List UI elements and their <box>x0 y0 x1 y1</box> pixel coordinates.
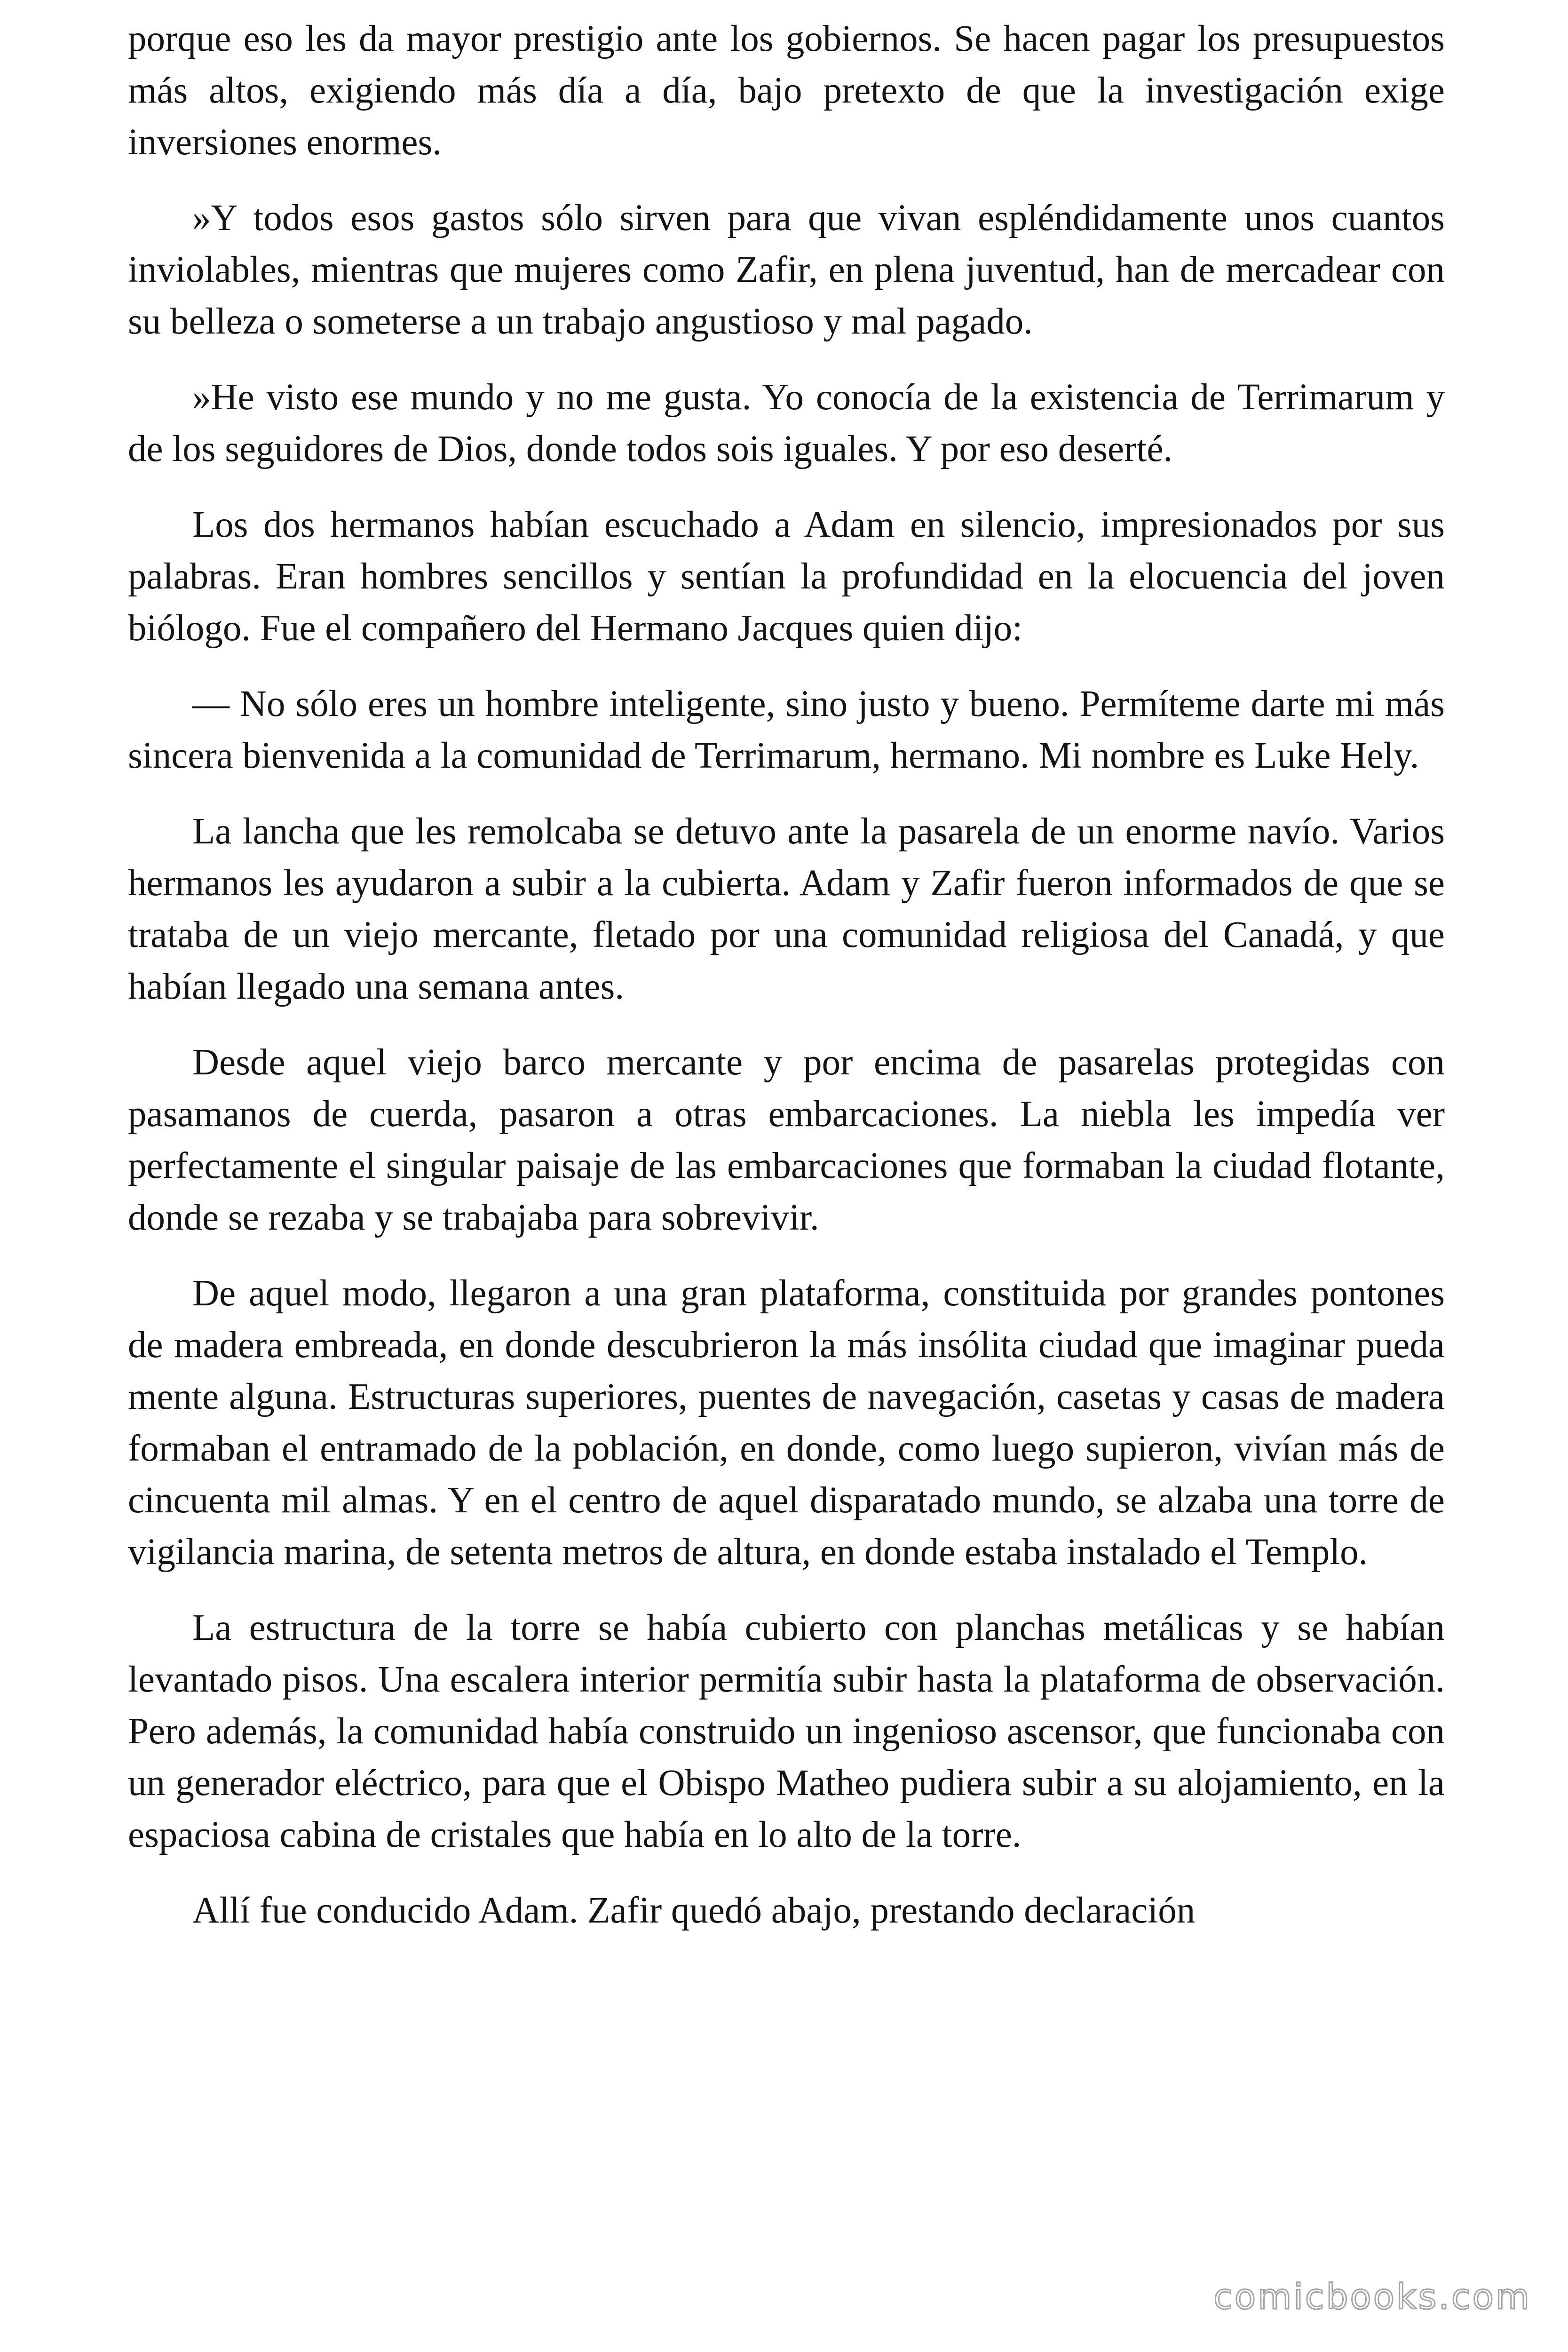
paragraph-9: La estructura de la torre se había cubierto con planchas metálicas y se habían levantado pisos. Una escalera interior permitía subir hasta la plataforma de observación. Pero además, la comunidad había construido un ingenioso ascensor, que funcionaba con un generador eléctrico, para que el Obispo Matheo pudiera subir a su alojamiento, en la espaciosa cabina de cristales que había en lo alto de la torre. <box>128 1607 1445 1855</box>
paragraph-2: »Y todos esos gastos sólo sirven para que vivan espléndidamente unos cuantos inviolables, mientras que mujeres como Zafir, en plena juventud, han de mercadear con su belleza o someterse a un trabajo angustioso y mal pagado. <box>128 198 1445 342</box>
body-text <box>128 13 1445 1961</box>
paragraph-6: La lancha que les remolcaba se detuvo ante la pasarela de un enorme navío. Varios hermanos les ayudaron a subir a la cubierta. Adam y Zafir fueron informados de que se trataba de un viejo mercante, fletado por una comunidad religiosa del Canadá, y que habían llegado una semana antes. <box>128 811 1445 1007</box>
paragraph-7: Desde aquel viejo barco mercante y por encima de pasarelas protegidas con pasamanos de cuerda, pasaron a otras embarcaciones. La niebla les impedía ver perfectamente el singular paisaje de las embarcaciones que formaban la ciudad flotante, donde se rezaba y se trabajaba para sobrevivir. <box>128 1042 1445 1238</box>
paragraph-3: »He visto ese mundo y no me gusta. Yo conocía de la existencia de Terrimarum y de los seguidores de Dios, donde todos sois iguales. Y por eso deserté. <box>128 377 1445 469</box>
paragraph-10: Allí fue conducido Adam. Zafir quedó abajo, prestando declaración <box>192 1890 1196 1931</box>
paragraph-4: Los dos hermanos habían escuchado a Adam en silencio, impresionados por sus palabras. Eran hombres sencillos y sentían la profundidad en la elocuencia del joven biólogo. Fue el compañero del Hermano Jacques quien dijo: <box>128 504 1445 649</box>
paragraph-5: — No sólo eres un hombre inteligente, sino justo y bueno. Permíteme darte mi más sincera bienvenida a la comunidad de Terrimarum, hermano. Mi nombre es Luke Hely. <box>128 683 1445 776</box>
paragraph-1: porque eso les da mayor prestigio ante los gobiernos. Se hacen pagar los presupuestos más altos, exigiendo más día a día, bajo pretexto de que la investigación exige inversiones enormes. <box>128 18 1445 163</box>
watermark: comicbooks.com <box>1213 2277 1531 2317</box>
paragraph-8: De aquel modo, llegaron a una gran plataforma, constituida por grandes pontones de madera embreada, en donde descubrieron la más insólita ciudad que imaginar pueda mente alguna. Estructuras superiores, puentes de navegación, casetas y casas de madera formaban el entramado de la población, en donde, como luego supieron, vivían más de cincuenta mil almas. Y en el centro de aquel disparatado mundo, se alzaba una torre de vigilancia marina, de setenta metros de altura, en donde estaba instalado el Templo. <box>128 1273 1445 1573</box>
